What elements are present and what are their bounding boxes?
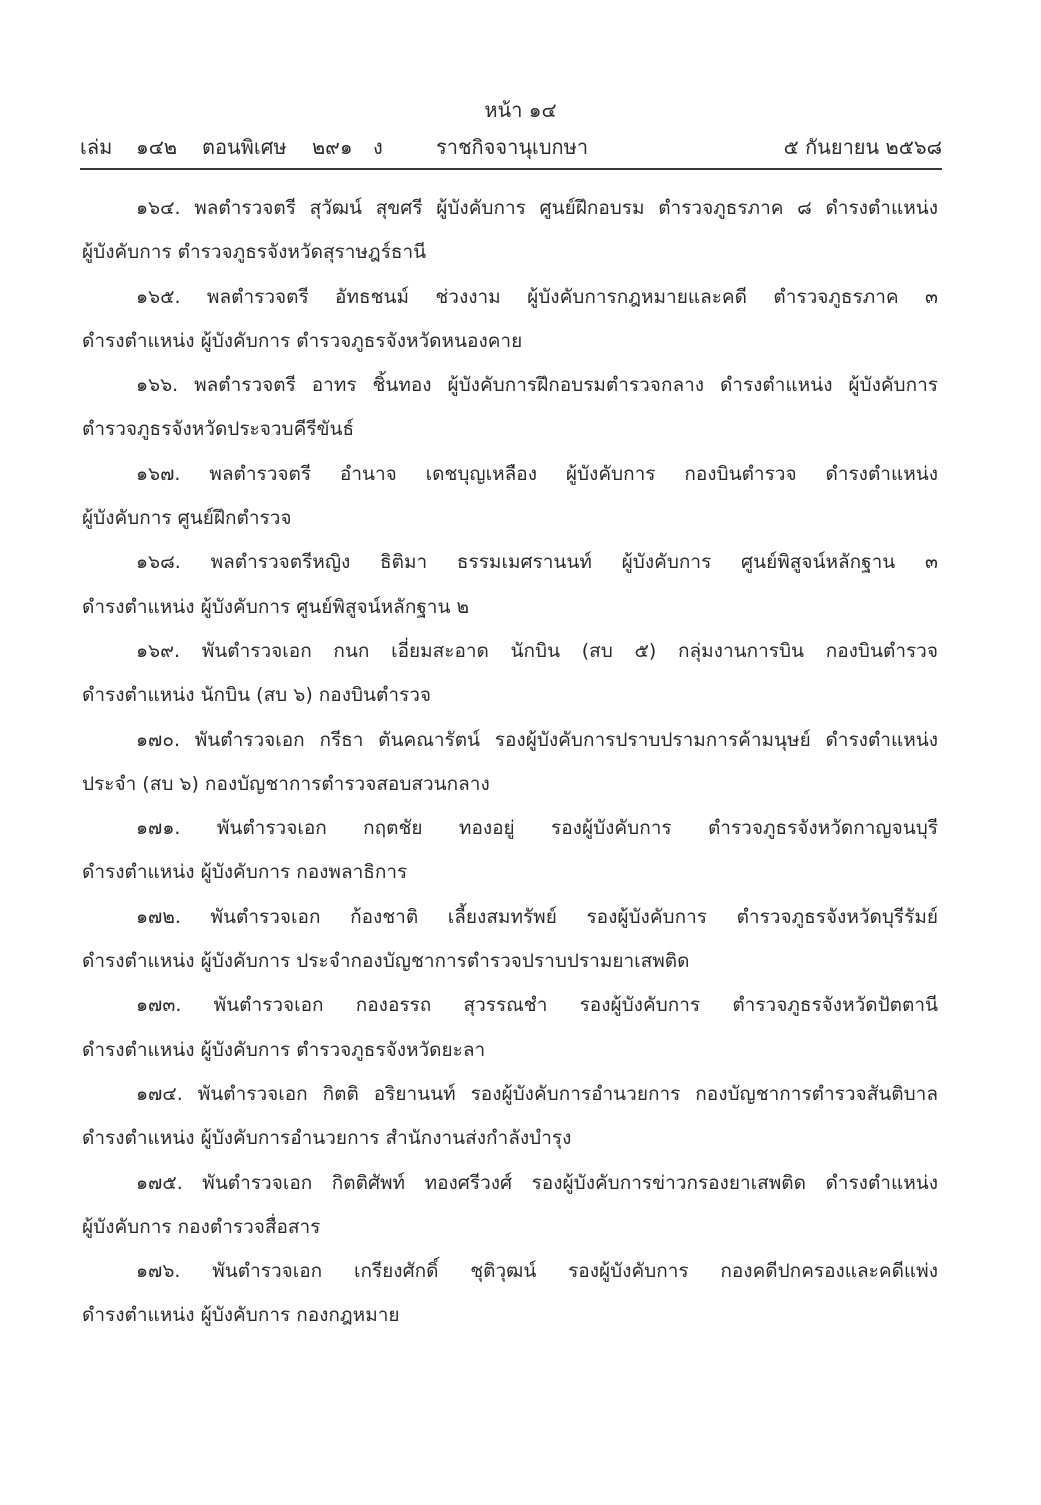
section-letter: ง bbox=[373, 135, 383, 159]
publication-date: ๕ กันยายน ๒๕๖๘ bbox=[783, 135, 942, 159]
entry-line-1: ๑๖๕. พลตำรวจตรี อัทธชนม์ ช่วงงาม ผู้บังคับการกฎหมายและคดี ตำรวจภูธรภาค ๓ bbox=[136, 285, 938, 308]
list-item bbox=[82, 1072, 938, 1161]
header-divider bbox=[80, 168, 942, 170]
entry-line-1: ๑๗๖. พันตำรวจเอก เกรียงศักดิ์ ชุติวุฒน์ รองผู้บังคับการ กองคดีปกครองและคดีแพ่ง bbox=[136, 1260, 938, 1283]
entry-line-2: ดำรงตำแหน่ง ผู้บังคับการ ตำรวจภูธรจังหวัดหนองคาย bbox=[82, 329, 523, 352]
entry-line-2: ดำรงตำแหน่ง ผู้บังคับการ ประจำกองบัญชาการตำรวจปราบปรามยาเสพติด bbox=[82, 950, 690, 973]
entry-line-2: ผู้บังคับการ กองตำรวจสื่อสาร bbox=[82, 1215, 321, 1238]
entry-line-1: ๑๖๗. พลตำรวจตรี อำนาจ เดชบุญเหลือง ผู้บังคับการ กองบินตำรวจ ดำรงตำแหน่ง bbox=[136, 462, 938, 485]
volume-number: ๑๔๒ bbox=[136, 135, 178, 159]
list-item bbox=[82, 806, 938, 895]
volume-label: เล่ม bbox=[80, 135, 113, 159]
entry-line-2: ดำรงตำแหน่ง นักบิน (สบ ๖) กองบินตำรวจ bbox=[82, 684, 432, 707]
entry-line-1: ๑๖๙. พันตำรวจเอก กนก เอี่ยมสะอาด นักบิน (สบ ๕) กลุ่มงานการบิน กองบินตำรวจ bbox=[136, 639, 938, 662]
entry-line-1: ๑๗๕. พันตำรวจเอก กิตติศัพท์ ทองศรีวงศ์ รองผู้บังคับการข่าวกรองยาเสพติด ดำรงตำแหน่ง bbox=[136, 1171, 938, 1194]
list-item bbox=[82, 452, 938, 541]
section-label: ตอนพิเศษ bbox=[202, 135, 287, 159]
list-item bbox=[82, 895, 938, 984]
entry-line-2: ตำรวจภูธรจังหวัดประจวบคีรีขันธ์ bbox=[82, 418, 355, 441]
list-item bbox=[82, 718, 938, 807]
entry-line-1: ๑๖๖. พลตำรวจตรี อาทร ชิ้นทอง ผู้บังคับการฝึกอบรมตำรวจกลาง ดำรงตำแหน่ง ผู้บังคับการ bbox=[136, 374, 938, 397]
page-number: หน้า ๑๔ bbox=[484, 98, 557, 122]
appointment-list bbox=[82, 186, 938, 1338]
entry-line-1: ๑๗๐. พันตำรวจเอก กรีธา ตันคณารัตน์ รองผู้บังคับการปราบปรามการค้ามนุษย์ ดำรงตำแหน่ง bbox=[136, 728, 938, 751]
list-item bbox=[82, 186, 938, 275]
entry-line-2: ผู้บังคับการ ตำรวจภูธรจังหวัดสุราษฎร์ธานี bbox=[82, 241, 427, 264]
gazette-name: ราชกิจจานุเบกษา bbox=[436, 135, 589, 159]
list-item bbox=[82, 363, 938, 452]
entry-line-1: ๑๗๔. พันตำรวจเอก กิตติ อริยานนท์ รองผู้บังคับการอำนวยการ กองบัญชาการตำรวจสันติบาล bbox=[136, 1082, 938, 1105]
gazette-header bbox=[80, 133, 942, 163]
entry-line-2: ดำรงตำแหน่ง ผู้บังคับการ ศูนย์พิสูจน์หลักฐาน ๒ bbox=[82, 595, 470, 618]
entry-line-1: ๑๗๒. พันตำรวจเอก ก้องชาติ เลี้ยงสมทรัพย์ รองผู้บังคับการ ตำรวจภูธรจังหวัดบุรีรัมย์ bbox=[136, 905, 938, 928]
list-item bbox=[82, 540, 938, 629]
list-item bbox=[82, 629, 938, 718]
entry-line-1: ๑๖๔. พลตำรวจตรี สุวัฒน์ สุขศรี ผู้บังคับการ ศูนย์ฝึกอบรม ตำรวจภูธรภาค ๘ ดำรงตำแหน่ง bbox=[136, 197, 938, 219]
entry-line-2: ดำรงตำแหน่ง ผู้บังคับการ ตำรวจภูธรจังหวัดยะลา bbox=[82, 1038, 486, 1061]
entry-line-1: ๑๗๑. พันตำรวจเอก กฤตชัย ทองอยู่ รองผู้บังคับการ ตำรวจภูธรจังหวัดกาญจนบุรี bbox=[136, 817, 938, 840]
list-item bbox=[82, 1161, 938, 1250]
entry-line-2: ดำรงตำแหน่ง ผู้บังคับการอำนวยการ สำนักงานส่งกำลังบำรุง bbox=[82, 1127, 572, 1150]
entry-line-2: ผู้บังคับการ ศูนย์ฝึกตำรวจ bbox=[82, 507, 292, 530]
entry-line-1: ๑๖๘. พลตำรวจตรีหญิง ธิติมา ธรรมเมศรานนท์ ผู้บังคับการ ศูนย์พิสูจน์หลักฐาน ๓ bbox=[136, 551, 938, 574]
list-item bbox=[82, 1249, 938, 1338]
list-item bbox=[82, 275, 938, 364]
section-number: ๒๙๑ bbox=[312, 135, 353, 159]
entry-line-2: ประจำ (สบ ๖) กองบัญชาการตำรวจสอบสวนกลาง bbox=[82, 772, 490, 795]
entry-line-2: ดำรงตำแหน่ง ผู้บังคับการ กองพลาธิการ bbox=[82, 861, 408, 884]
list-item bbox=[82, 983, 938, 1072]
entry-line-2: ดำรงตำแหน่ง ผู้บังคับการ กองกฎหมาย bbox=[82, 1304, 400, 1327]
entry-line-1: ๑๗๓. พันตำรวจเอก กองอรรถ สุวรรณชำ รองผู้บังคับการ ตำรวจภูธรจังหวัดปัตตานี bbox=[136, 994, 938, 1017]
